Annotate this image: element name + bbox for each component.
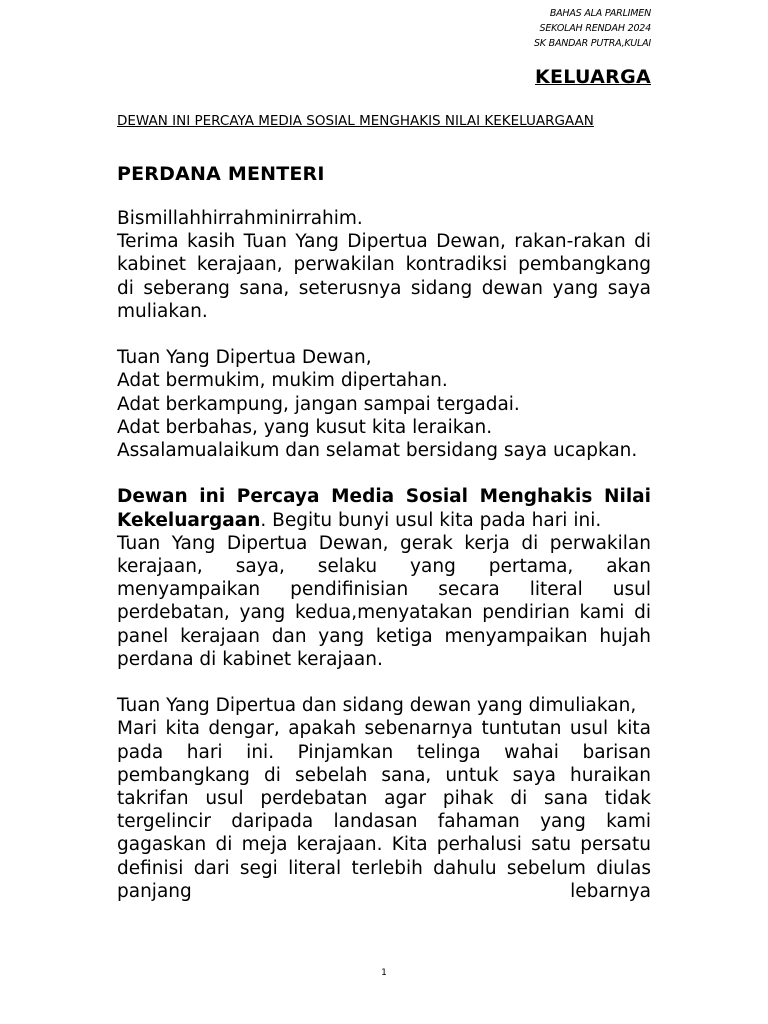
document-title: KELUARGA xyxy=(534,66,651,88)
header-line-school: SK BANDAR PUTRA,KULAI xyxy=(533,38,651,49)
page-number: 1 xyxy=(381,968,387,978)
header-line-event: BAHAS ALA PARLIMEN xyxy=(549,8,651,19)
speech-paragraph: Tuan Yang Dipertua Dewan, xyxy=(117,347,372,369)
paragraph-spacer xyxy=(117,323,651,346)
speech-paragraph: Adat berbahas, yang kusut kita leraikan. xyxy=(117,416,493,438)
header-line-level: SEKOLAH RENDAH 2024 xyxy=(539,23,651,34)
speech-paragraph: Adat bermukim, mukim dipertahan. xyxy=(117,370,448,392)
paragraph-spacer xyxy=(117,462,651,485)
speech-paragraph: Tuan Yang Dipertua Dewan, gerak kerja di perwakilan kerajaan, saya, selaku yang pertama, akan menyampaikan pendifinisian secara literal usul perdebatan, yang kedua,menyatakan pendirian kami di panel kerajaan dan yang ketiga menyampaikan hujah perdana di kabinet kerajaan. xyxy=(117,532,651,670)
speech-paragraph: Adat berkampung, jangan sampai tergadai. xyxy=(117,393,520,415)
motion-bold-text: Dewan ini Percaya Media Sosial Menghakis Nilai Kekeluargaan xyxy=(117,486,651,531)
speech-paragraph: Tuan Yang Dipertua dan sidang dewan yang dimuliakan, xyxy=(117,695,637,717)
speech-paragraph xyxy=(117,485,651,531)
speaker-heading: PERDANA MENTERI xyxy=(117,163,325,185)
debate-motion: DEWAN INI PERCAYA MEDIA SOSIAL MENGHAKIS NILAI KEKELUARGAAN xyxy=(117,113,594,129)
paragraph-spacer xyxy=(117,671,651,694)
speech-paragraph: Assalamualaikum dan selamat bersidang saya ucapkan. xyxy=(117,440,638,462)
motion-rest-text: . Begitu bunyi usul kita pada hari ini. xyxy=(260,509,602,531)
speech-body xyxy=(117,207,651,903)
document-header xyxy=(534,6,651,51)
speech-paragraph: Bismillahhirrahminirrahim. xyxy=(117,208,363,229)
speech-paragraph: Mari kita dengar, apakah sebenarnya tuntutan usul kita pada hari ini. Pinjamkan telinga wahai barisan pembangkang di sebelah sana, untuk saya huraikan takrifan usul perdebatan agar pihak di sana tidak tergelincir daripada landasan fahaman yang kami gagaskan di meja kerajaan. Kita perhalusi satu persatu definisi dari segi literal terlebih dahulu sebelum diulas panjang lebarnya xyxy=(117,718,651,902)
speech-paragraph: Terima kasih Tuan Yang Dipertua Dewan, rakan-rakan di kabinet kerajaan, perwakilan kontradiksi pembangkang di seberang sana, seterusnya sidang dewan yang saya muliakan. xyxy=(117,231,651,322)
